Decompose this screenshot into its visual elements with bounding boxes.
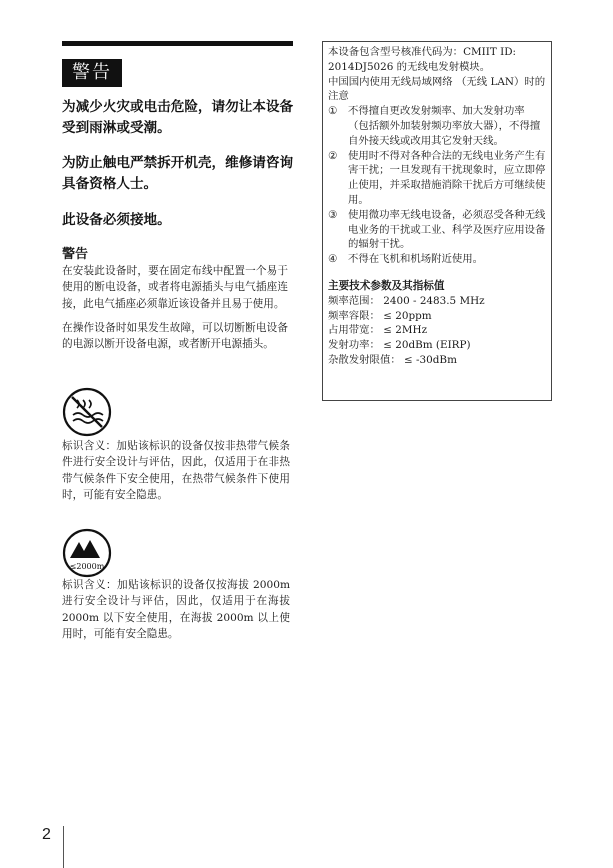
warning-fire-shock: 为减少火灾或电击危险，请勿让本设备受到雨淋或受潮。 <box>62 99 294 136</box>
caution-paragraph-2: 在操作设备时如果发生故障，可以切断断电设备的电源以断开设备电源，或者断开电源插头。 <box>62 322 288 351</box>
caution-paragraph-1: 在安装此设备时，要在固定布线中配置一个易于使用的断电设备，或者将电源插头与电气插座连接，此电气插座必须靠近该设备并且易于使用。 <box>62 265 288 310</box>
item-number: ① <box>328 105 338 118</box>
list-item <box>328 252 546 267</box>
box-item-list <box>328 104 546 267</box>
item-number: ② <box>328 149 338 162</box>
altitude-2000m-icon <box>62 528 112 578</box>
spec-line: 杂散发射限值： ≤ -30dBm <box>328 353 457 366</box>
item-number: ③ <box>328 208 338 221</box>
item-number: ④ <box>328 253 338 266</box>
radio-info-box <box>322 41 552 401</box>
spec-line: 频率范围： 2400 - 2483.5 MHz <box>328 294 485 307</box>
page-rule <box>63 826 64 868</box>
list-item <box>328 104 546 148</box>
warning-grounding: 此设备必须接地。 <box>62 212 171 228</box>
altitude-label: ≤2000m <box>69 562 105 571</box>
box-wlan-note: 中国国内使用无线局域网络 （无线 LAN）时的注意 <box>328 75 546 103</box>
warning-badge: 警告 <box>62 59 122 87</box>
page-number: 2 <box>42 826 51 843</box>
spec-line: 发射功率： ≤ 20dBm (EIRP) <box>328 339 471 352</box>
item-text: 不得在飞机和机场附近使用。 <box>348 253 484 266</box>
top-rule <box>62 41 293 46</box>
warning-do-not-open: 为防止触电严禁拆开机壳，维修请咨询具备资格人士。 <box>62 155 294 192</box>
list-item <box>328 149 546 208</box>
item-text: 不得擅自更改发射频率、加大发射功率 （包括额外加装射频功率放大器），不得擅自外接天线或改用其它发射天线。 <box>348 105 541 147</box>
item-text: 使用微功率无线电设备，必须忍受各种无线电业务的干扰或工业、科学及医疗应用设备的辐射干扰。 <box>348 208 546 251</box>
icon2-caption: 标识含义：加贴该标识的设备仅按海拔 2000m 进行安全设计与评估，因此，仅适用于在海拔 2000m 以下安全使用，在海拔 2000m 以上使用时，可能有安全隐患。 <box>62 579 290 640</box>
caution-heading: 警告 <box>62 247 89 262</box>
icon1-caption: 标识含义：加贴该标识的设备仅按非热带气候条件进行安全设计与评估，因此，仅适用于在非热带气候条件下安全使用，在热带气候条件下使用时，可能有安全隐患。 <box>62 440 290 501</box>
box-intro: 本设备包含型号核准代码为：CMIIT ID: 2014DJ5026 的无线电发射模块。 <box>328 46 517 73</box>
spec-heading: 主要技术参数及其指标值 <box>328 279 445 292</box>
item-text: 使用时不得对各种合法的无线电业务产生有害干扰；一旦发现有干扰现象时，应立即停止使用，并采取措施消除干扰后方可继续使用。 <box>348 149 546 206</box>
spec-line: 占用带宽： ≤ 2MHz <box>328 324 428 337</box>
spec-line: 频率容限： ≤ 20ppm <box>328 309 432 322</box>
list-item <box>328 208 546 252</box>
non-tropical-climate-icon <box>62 387 112 437</box>
